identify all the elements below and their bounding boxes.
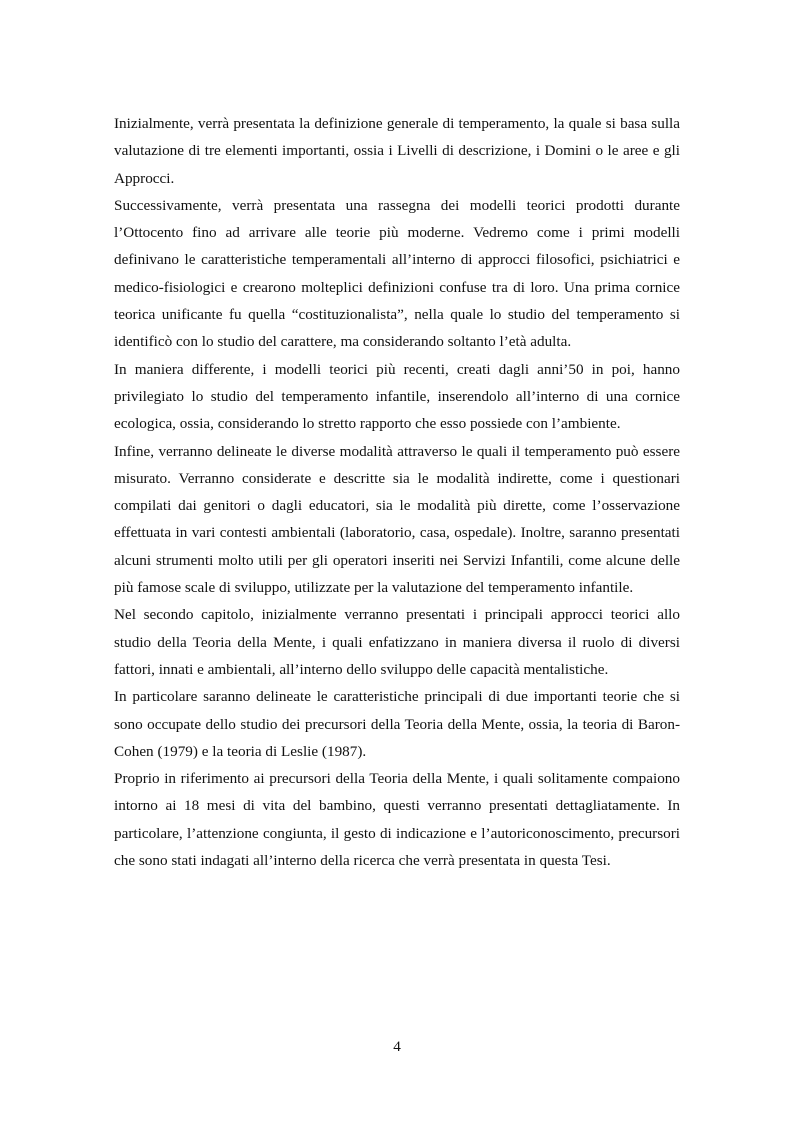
page-number: 4 bbox=[393, 1038, 401, 1055]
paragraph-1: Inizialmente, verrà presentata la definizione generale di temperamento, la quale si basa sulla valutazione di tre elementi importanti, ossia i Livelli di descrizione, i Domini o le aree e gli Approcci. bbox=[114, 115, 680, 187]
paragraph-3: In maniera differente, i modelli teorici più recenti, creati dagli anni’50 in poi, hanno privilegiato lo studio del temperamento infantile, inserendolo all’interno di una cornice ecologica, ossia, considerando lo stretto rapporto che esso possiede con l’ambiente. bbox=[114, 360, 680, 433]
paragraph-5: Nel secondo capitolo, inizialmente verranno presentati i principali approcci teorici allo studio della Teoria della Mente, i quali enfatizzano in maniera diversa il ruolo di diversi fattori, innati e ambientali, all’interno dello sviluppo delle capacità mentalistiche. bbox=[114, 606, 680, 678]
paragraph-4: Infine, verranno delineate le diverse modalità attraverso le quali il temperamento può essere misurato. Verranno considerate e descritte sia le modalità indirette, come i questionari compilati dai genitori o dagli educatori, sia le modalità più dirette, come l’osservazione effettuata in vari contesti ambientali (laboratorio, casa, ospedale). Inoltre, saranno presentati alcuni strumenti molto utili per gli operatori inseriti nei Servizi Infantili, come alcune delle più famose scale di sviluppo, utilizzate per la valutazione del temperamento infantile. bbox=[114, 442, 680, 597]
paragraph-2: Successivamente, verrà presentata una rassegna dei modelli teorici prodotti durante l’Ottocento fino ad arrivare alle teorie più moderne. Vedremo come i primi modelli definivano le caratteristiche temperamentali all’interno di approcci filosofici, psichiatrici e medico-fisiologici e crearono molteplici definizioni confuse tra di loro. Una prima cornice teorica unificante fu quella “costituzionalista”, nella quale lo studio del temperamento si identificò con lo studio del carattere, ma considerando soltanto l’età adulta. bbox=[114, 196, 680, 351]
paragraph-6: In particolare saranno delineate le caratteristiche principali di due importanti teorie che si sono occupate dello studio dei precursori della Teoria della Mente, ossia, la teoria di Baron-Cohen (1979) e la teoria di Leslie (1987). bbox=[114, 688, 680, 760]
paragraph-7: Proprio in riferimento ai precursori della Teoria della Mente, i quali solitamente compaiono intorno ai 18 mesi di vita del bambino, questi verranno presentati dettagliatamente. In particolare, l’attenzione congiunta, il gesto di indicazione e l’autoriconoscimento, precursori che sono stati indagati all’interno della ricerca che verrà presentata in questa Tesi. bbox=[114, 770, 680, 870]
body-text bbox=[114, 110, 680, 874]
